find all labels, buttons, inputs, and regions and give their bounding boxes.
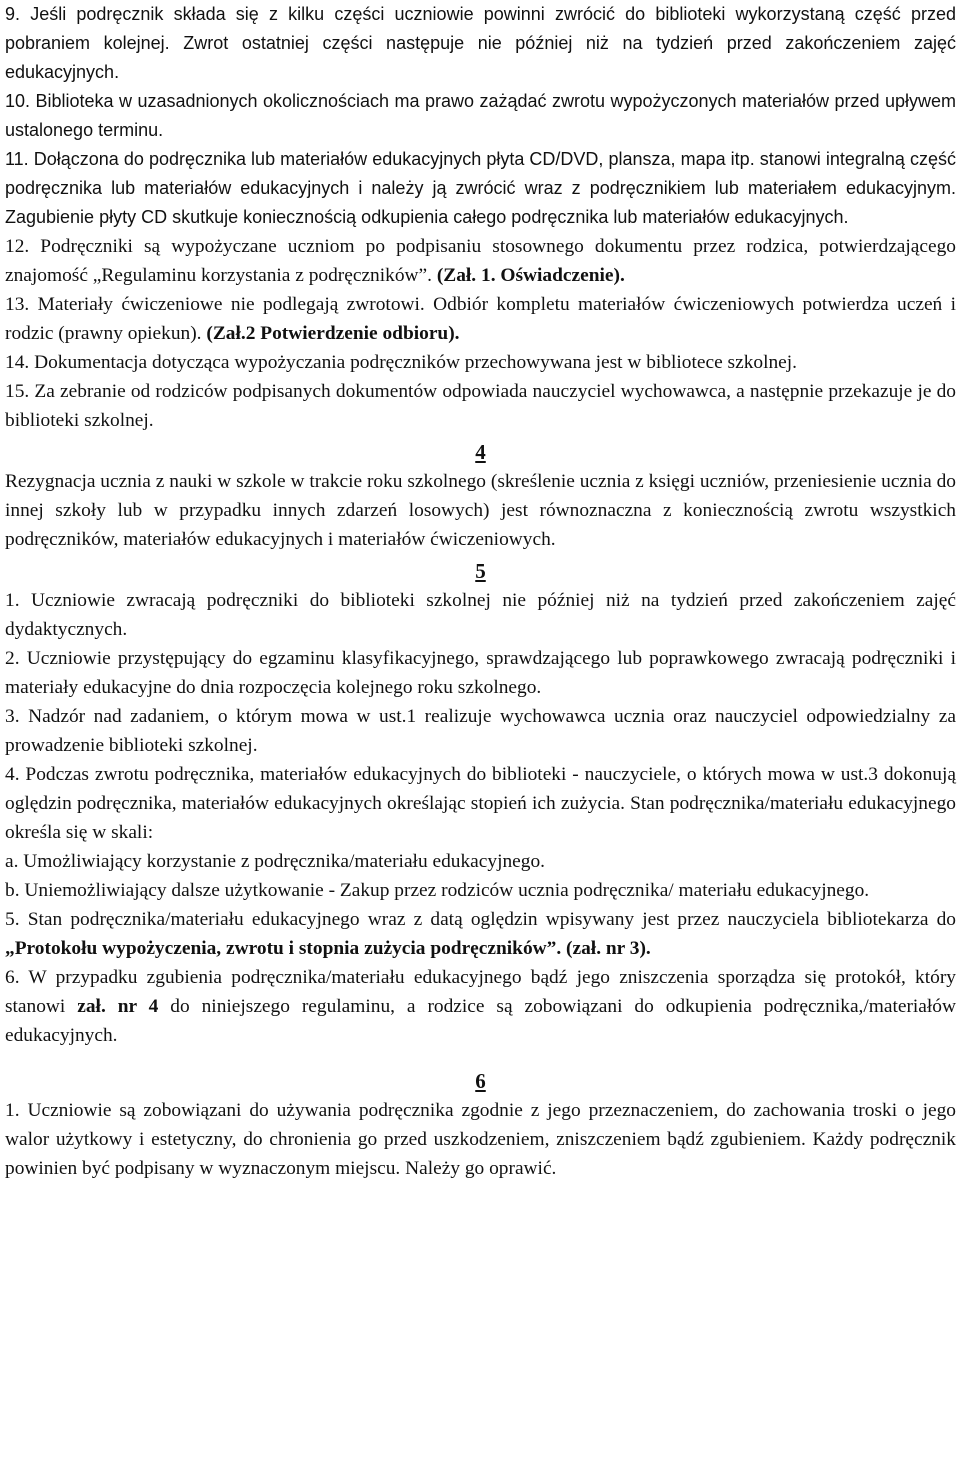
point-11-lead: 11. Dołączona do podręcznika lub materiałów edukacyjnych płyta CD/DVD, plansza, mapa itp. — [5, 149, 755, 169]
section-4-heading — [5, 437, 956, 467]
section-5-point-3: 3. Nadzór nad zadaniem, o którym mowa w ust.1 realizuje wychowawca ucznia oraz nauczyciel odpowiedzialny za prowadzenie biblioteki szkolnej. — [5, 706, 956, 756]
point-10: 10. Biblioteka w uzasadnionych okolicznościach ma prawo zażądać zwrotu wypożyczonych materiałów przed upływem ustalonego terminu. — [5, 91, 956, 140]
point-13-text: 13. Materiały ćwiczeniowe nie podlegają zwrotowi. Odbiór kompletu materiałów ćwiczeniowych potwierdza uczeń i rodzic (prawny opiekun). — [5, 294, 956, 344]
point-11-rest: stanowi integralną część podręcznika lub materiałów edukacyjnych i należy ją zwrócić wraz z podręcznikiem lub materiałem edukacyjnym. Zagubienie płyty CD skutkuje koniecznością odkupienia całego podręcznika lub materiałów edukacyjnych. — [5, 149, 956, 227]
section-5-heading — [5, 556, 956, 586]
section-6-heading — [5, 1066, 956, 1096]
section-4-number: 4 — [475, 440, 486, 464]
section-5-point-5 — [5, 905, 956, 963]
section-5-point-2: 2. Uczniowie przystępujący do egzaminu klasyfikacyjnego, sprawdzającego lub poprawkowego zwracają podręczniki i materiały edukacyjne do dnia rozpoczęcia kolejnego roku szkolnego. — [5, 648, 956, 698]
point-12-text: 12. Podręczniki są wypożyczane uczniom po podpisaniu stosownego dokumentu przez rodzica, potwierdzającego znajomość „Regulaminu korzystania z podręczników”. — [5, 236, 956, 286]
section-6-point-1: 1. Uczniowie są zobowiązani do używania podręcznika zgodnie z jego przeznaczeniem, do zachowania troski o jego walor użytkowy i estetyczny, do chronienia go przed uszkodzeniem, zniszczeniem bądź zgubieniem. Każdy podręcznik powinien być podpisany w wyznaczonym miejscu. Należy go oprawić. — [5, 1100, 956, 1179]
point-12-attachment: (Zał. 1. Oświadczenie). — [431, 265, 625, 286]
section-5-number: 5 — [475, 559, 486, 583]
point-14: 14. Dokumentacja dotycząca wypożyczania podręczników przechowywana jest w bibliotece szkolnej. — [5, 352, 798, 373]
section-5-point-6 — [5, 963, 956, 1050]
section-5-point-6-text: 6. W przypadku zgubienia podręcznika/materiału edukacyjnego bądź jego zniszczenia sporządza się protokół, który stanowi — [5, 967, 956, 1017]
spacer — [5, 1050, 956, 1064]
document-page — [5, 0, 956, 1183]
point-13-attachment: (Zał.2 Potwierdzenie odbioru). — [201, 323, 460, 344]
section-5-point-4: 4. Podczas zwrotu podręcznika, materiałów edukacyjnych do biblioteki - nauczyciele, o których mowa w ust.3 dokonują oględzin podręcznika, materiałów edukacyjnych określając stopień ich zużycia. Stan podręcznika/materiału edukacyjnego określa się w skali: — [5, 764, 956, 843]
section-5-point-5-text: 5. Stan podręcznika/materiału edukacyjnego wraz z datą oględzin wpisywany jest przez nauczyciela bibliotekarza do — [5, 909, 956, 930]
section-5-point-4a: a. Umożliwiający korzystanie z podręcznika/materiału edukacyjnego. — [5, 851, 546, 872]
point-9: 9. Jeśli podręcznik składa się z kilku części uczniowie powinni zwrócić do biblioteki wykorzystaną część przed pobraniem kolejnej. Zwrot ostatniej części następuje nie później niż na tydzień przed zakończeniem zajęć edukacyjnych. — [5, 4, 956, 82]
point-12 — [5, 232, 956, 290]
section-5-point-6-attachment: zał. nr 4 — [77, 996, 159, 1017]
point-11 — [5, 145, 956, 232]
section-6-number: 6 — [475, 1069, 486, 1093]
point-13 — [5, 290, 956, 348]
section-5-point-1: 1. Uczniowie zwracają podręczniki do biblioteki szkolnej nie później niż na tydzień przed zakończeniem zajęć dydaktycznych. — [5, 590, 956, 640]
section-5-point-6-rest: do niniejszego regulaminu, a rodzice są zobowiązani do odkupienia podręcznika,/materiałów edukacyjnych. — [5, 996, 957, 1046]
section-5-point-4b: b. Uniemożliwiający dalsze użytkowanie - Zakup przez rodziców ucznia podręcznika/ materiału edukacyjnego. — [5, 880, 870, 901]
point-15: 15. Za zebranie od rodziców podpisanych dokumentów odpowiada nauczyciel wychowawca, a następnie przekazuje je do biblioteki szkolnej. — [5, 381, 956, 431]
section-5-point-5-protocol: „Protokołu wypożyczenia, zwrotu i stopnia zużycia podręczników”. (zał. nr 3). — [5, 938, 651, 959]
section-4-text: Rezygnacja ucznia z nauki w szkole w trakcie roku szkolnego (skreślenie ucznia z księgi uczniów, przeniesienie ucznia do innej szkoły lub w przypadku innych zdarzeń losowych) jest równoznaczna z koniecznością zwrotu wszystkich podręczników, materiałów edukacyjnych i materiałów ćwiczeniowych. — [5, 471, 956, 550]
